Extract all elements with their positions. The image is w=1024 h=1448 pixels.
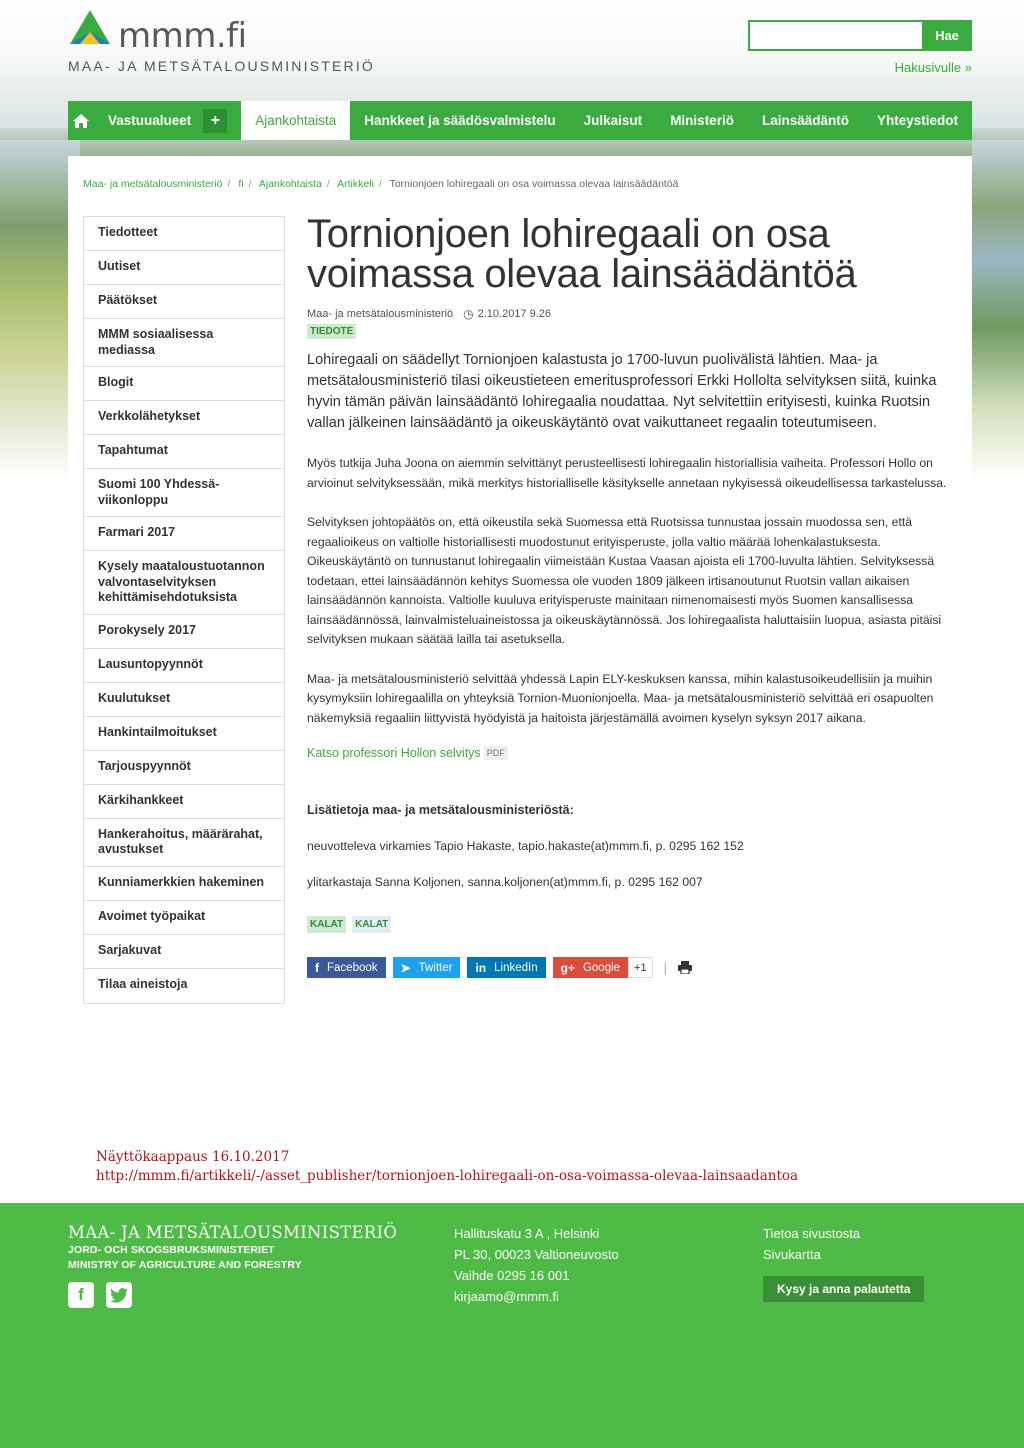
article-lead: Lohiregaali on säädellyt Tornionjoen kalastusta jo 1700-luvun puolivälistä lähtien. Maa- ja metsätalousministeriö tilasi oikeustieteen emeritusprofessori Erkki Hollolta selvityksen siitä, kuinka hyvin tämän päivän lainsäädäntö lohiregaalia noudattaa. Nyt selvitettiin erityisesti, kuinka Ruotsin vallan jälkeinen lainsäädäntö ja oikeuskäytäntö ovat vaikuttaneet regaalin toteutumiseen. [307, 352, 937, 431]
footer-links [763, 1223, 860, 1265]
nav-ministerio[interactable]: Ministeriö [670, 113, 734, 128]
nav-home[interactable] [68, 101, 94, 140]
logo-wordmark: mmm.fi [118, 16, 247, 56]
sidebar-item-hankerahoitus[interactable]: Hankerahoitus, määrärahat, avustukset [84, 819, 284, 867]
sidebar-item-tyopaikat[interactable]: Avoimet työpaikat [84, 901, 284, 935]
sidebar-item-tilaa[interactable]: Tilaa aineistoja [98, 976, 188, 991]
sidebar-item-tapahtumat[interactable]: Tapahtumat [84, 435, 284, 469]
report-link[interactable] [307, 746, 959, 760]
content-panel [68, 156, 972, 1203]
footer-street: Hallituskatu 3 A , Helsinki [454, 1226, 600, 1241]
article [307, 214, 959, 978]
main-navigation [68, 101, 972, 140]
share-facebook-button[interactable] [307, 957, 386, 978]
share-twitter-button[interactable] [393, 957, 461, 978]
article-author: Maa- ja metsätalousministeriö [307, 308, 454, 320]
page-title: Tornionjoen lohiregaali on osa voimassa olevaa lainsäädäntöä [307, 212, 857, 296]
contact-person: neuvotteleva virkamies Tapio Hakaste, tapio.hakaste(at)mmm.fi, p. 0295 162 152 [307, 839, 744, 853]
facebook-icon[interactable]: f [68, 1282, 94, 1308]
search-form [748, 20, 972, 51]
sidebar-item-kysely[interactable]: Kysely maataloustuotannon valvontaselvityksen kehittämisehdotuksista [84, 551, 284, 615]
footer-link-about[interactable]: Tietoa sivustosta [763, 1226, 861, 1241]
sidebar-item-tiedotteet[interactable]: Tiedotteet [84, 217, 284, 251]
sidebar-item-uutiset[interactable]: Uutiset [84, 251, 284, 285]
article-meta [307, 307, 959, 321]
breadcrumb-item[interactable]: Maa- ja metsätalousministeriö [83, 178, 223, 190]
sidebar-item-blogit[interactable]: Blogit [84, 367, 284, 401]
nav-item-label: Vastuualueet [107, 113, 192, 128]
advanced-search-link[interactable]: Hakusivulle » [894, 60, 972, 75]
footer-ministry-swedish: JORD- OCH SKOGSBRUKSMINISTERIET [68, 1244, 275, 1256]
share-label: Facebook [327, 961, 378, 974]
nav-ajankohtaista[interactable]: Ajankohtaista [241, 101, 350, 140]
pdf-badge: PDF [484, 746, 508, 760]
nav-lainsaadanto[interactable]: Lainsäädäntö [761, 113, 849, 128]
search-button[interactable]: Hae [922, 20, 972, 51]
sidebar-item-sarjakuvat[interactable]: Sarjakuvat [84, 935, 284, 969]
tag-list [307, 916, 959, 933]
sidebar-item-porokysely[interactable]: Porokysely 2017 [84, 615, 284, 649]
footer-social [68, 1282, 132, 1308]
site-footer [0, 1203, 1024, 1448]
site-logo[interactable] [68, 8, 376, 74]
share-label: Google [582, 961, 621, 974]
search-input[interactable] [748, 20, 922, 51]
breadcrumb-item[interactable]: Ajankohtaista [258, 178, 322, 190]
expand-icon[interactable]: + [203, 109, 227, 133]
feedback-button[interactable]: Kysy ja anna palautetta [763, 1276, 924, 1302]
article-body [307, 454, 959, 728]
sidebar-item-kunniamerkit[interactable]: Kunniamerkkien hakeminen [84, 867, 284, 901]
contact-heading: Lisätietoja maa- ja metsätalousministeriöstä: [307, 803, 574, 817]
footer-ministry-name: MAA- JA METSÄTALOUSMINISTERIÖ [68, 1223, 398, 1242]
share-bar [307, 957, 959, 978]
footer-phone: Vaihde 0295 16 001 [454, 1268, 570, 1283]
sidebar-item-some[interactable]: MMM sosiaalisessa mediassa [84, 319, 284, 367]
nav-julkaisut[interactable]: Julkaisut [583, 113, 643, 128]
breadcrumb-item[interactable]: fi [238, 178, 244, 190]
home-icon [73, 114, 89, 128]
twitter-icon: ➤ [400, 960, 411, 975]
google-plus-icon: g+ [560, 960, 575, 975]
tag[interactable]: KALAT [352, 916, 391, 933]
contact-person: ylitarkastaja Sanna Koljonen, sanna.koljonen(at)mmm.fi, p. 0295 162 007 [307, 875, 703, 889]
footer-ministry-english: MINISTRY OF AGRICULTURE AND FORESTRY [68, 1259, 302, 1271]
linkedin-icon: in [475, 960, 487, 975]
share-label: Twitter [418, 961, 453, 974]
sidebar-item-paatokset[interactable]: Päätökset [84, 285, 284, 319]
breadcrumb-current: Tornionjoen lohiregaali on osa voimassa olevaa lainsäädäntöä [389, 178, 679, 190]
screenshot-date: Näyttökaappaus 16.10.2017 [96, 1149, 290, 1165]
article-type-badge[interactable]: TIEDOTE [307, 324, 356, 339]
nav-yhteystiedot[interactable]: Yhteystiedot [876, 113, 958, 128]
plusone-count: +1 [628, 957, 653, 978]
article-paragraph: Selvityksen johtopäätös on, että oikeustila sekä Suomessa että Ruotsissa tunnustaa jossain muodossa sen, että regaalioikeus on valtiolle historiallisesti muodostunut erityisperuste, jolla valtio määrää lohenkalastuksesta. Oikeuskäytäntö on tunnustanut lohiregaalin viimeistään Kustaa Vaasan ajoista eli 1700-luvulta lähtien. Selvityksessä todetaan, ettei lainsäädännön kehitys Suomessa ole vuoden 1809 jälkeen irtisanoutunut Ruotsin vallan aikaisen lainsäädännön kannoista. Valtiolle kuuluva erityisperuste mainitaan nimenomaisesti myös Suomen kansallisessa lainsäädännössä, lainvalmisteluaineistossa ja oikeuskäytännössä. Jos lohiregaalista haluttaisiin luopua, asiasta pitäisi selvityksen mukaan säätää lailla tai asetuksella. [307, 515, 942, 646]
article-paragraph: Myös tutkija Juha Joona on aiemmin selvittänyt perusteellisesti lohiregaalin historiallisia vaiheita. Professori Hollo on arvioinut selvityksessään, mikä merkitys historialliselle käsitykselle annetaan nykyisessä oikeudellisessa tarkastelussa. [307, 456, 947, 490]
breadcrumb: Maa- ja metsätalousministeriö / fi / Ajankohtaista / Artikkeli / Tornionjoen lohiregaali on osa voimassa olevaa lainsäädäntöä [83, 178, 679, 190]
ministry-name: MAA- JA METSÄTALOUSMINISTERIÖ [68, 58, 376, 74]
share-google-button[interactable] [553, 957, 628, 978]
breadcrumb-item[interactable]: Artikkeli [337, 178, 374, 190]
tag[interactable]: KALAT [307, 916, 346, 933]
sidebar-item-lausuntopyynnot[interactable]: Lausuntopyynnöt [84, 649, 284, 683]
clock-icon: ◷ [463, 307, 474, 321]
article-paragraph: Maa- ja metsätalousministeriö selvittää yhdessä Lapin ELY-keskuksen kanssa, mihin kalastusoikeudellisiin ja muihin kysymyksiin lohiregaalilla on yhteyksiä Tornion-Muonionjoella. Maa- ja metsätalousministeriö selvittää eri osapuolten näkemyksiä regaaliin liittyvistä hyödyistä ja haitoista järjestämällä avoimen kyselyn syksyn 2017 aikana. [307, 671, 934, 725]
share-linkedin-button[interactable] [467, 957, 545, 978]
sidebar-item-farmari[interactable]: Farmari 2017 [84, 517, 284, 551]
nav-hankkeet[interactable]: Hankkeet ja säädösvalmistelu [364, 113, 556, 128]
screenshot-url: http://mmm.fi/artikkeli/-/asset_publisher/tornionjoen-lohiregaali-on-osa-voimassa-olevaa-lainsaadantoa [96, 1168, 799, 1184]
footer-email[interactable]: kirjaamo@mmm.fi [454, 1289, 559, 1304]
screenshot-note [96, 1148, 798, 1186]
nav-vastuualueet[interactable] [94, 101, 241, 140]
logo-mark-icon [68, 8, 112, 48]
sidebar-item-verkkolahetykset[interactable]: Verkkolähetykset [84, 401, 284, 435]
twitter-icon[interactable] [106, 1282, 132, 1308]
print-icon[interactable] [678, 961, 692, 974]
sidebar-item-karkihankkeet[interactable]: Kärkihankkeet [84, 785, 284, 819]
footer-link-sitemap[interactable]: Sivukartta [763, 1247, 821, 1262]
sidebar-item-tarjouspyynnot[interactable]: Tarjouspyynnöt [84, 751, 284, 785]
footer-address [454, 1223, 619, 1307]
footer-postbox: PL 30, 00023 Valtioneuvosto [454, 1247, 619, 1262]
sidebar-menu [83, 216, 285, 1004]
report-link-label[interactable]: Katso professori Hollon selvitys [307, 746, 481, 760]
article-date: 2.10.2017 9.26 [477, 308, 552, 320]
sidebar-item-suomi100[interactable]: Suomi 100 Yhdessä-viikonloppu [84, 469, 284, 517]
share-label: LinkedIn [494, 961, 538, 974]
facebook-icon: f [315, 960, 319, 975]
sidebar-item-hankintailmoitukset[interactable]: Hankintailmoitukset [84, 717, 284, 751]
sidebar-item-kuulutukset[interactable]: Kuulutukset [84, 683, 284, 717]
divider: | [663, 960, 667, 975]
